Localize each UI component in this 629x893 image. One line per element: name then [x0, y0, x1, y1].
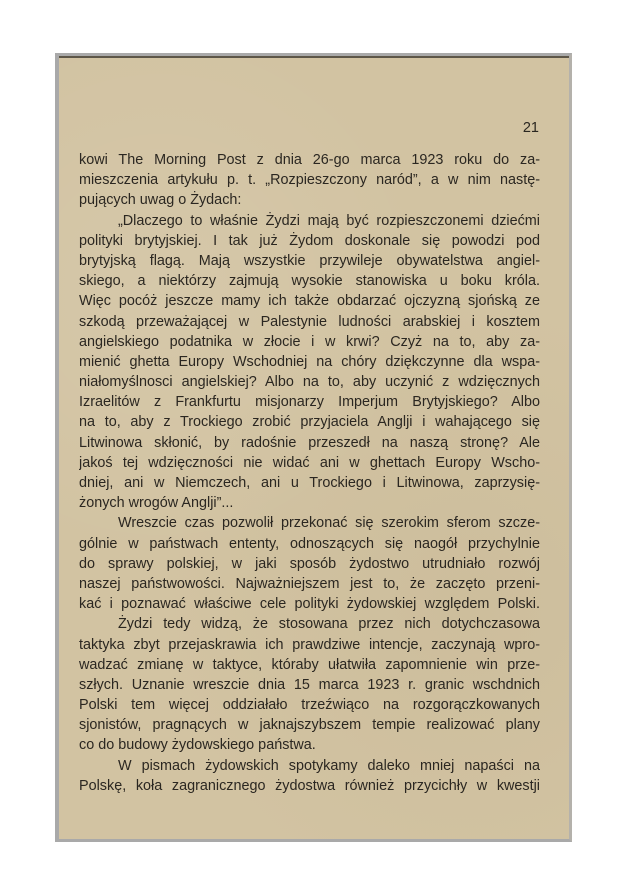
text-line: szkodą przeważającej w Palestynie ludności arabskiej i kosztem — [79, 313, 540, 330]
text-line: mieszczenia artykułu p. t. „Rozpieszczony naród”, a w nim nastę- — [79, 172, 540, 189]
text-line: dniej, ani w Niemczech, ani u Trockiego i Litwinowa, zaprzysię- — [79, 475, 540, 491]
text-line: pujących uwag o Żydach: — [79, 192, 242, 209]
body-text — [79, 150, 540, 796]
text-line: skiego, a niektórzy zajmują wysokie stanowiska u boku króla. — [79, 273, 540, 290]
text-line: na to, aby z Trockiego zrobić przyjaciela Anglji i wahającego się — [79, 414, 540, 431]
text-line: Izraelitów z Frankfurtu misjonarzy Imperjum Brytyjskiego? Albo — [79, 394, 540, 411]
paragraph-start-line: „Dlaczego to właśnie Żydzi mają być rozpieszczonemi dziećmi — [118, 212, 540, 229]
text-line: niałomyślnosci angielskiej? Albo na to, aby uczynić z wdzięcznych — [79, 374, 540, 391]
text-line: do sprawy polskiej, w jaki sposób żydostwo utrudniało rozwój — [79, 555, 540, 572]
text-line: Polskę, koła zagranicznego żydostwa również przycichły w kwestji — [79, 777, 540, 794]
paragraph-start-line: Żydzi tedy widzą, że stosowana przez nich dotychczasowa — [118, 616, 540, 633]
text-line: naszej państwowości. Najważniejszem jest to, że zaczęto przeni- — [79, 575, 540, 592]
text-line: Polski tem więcej oddziałało trzeźwiąco na rozgorączkowanych — [79, 697, 540, 714]
text-line: szłych. Uznanie wreszcie dnia 15 marca 1923 r. granic wschdnich — [79, 676, 540, 693]
text-line: sjonistów, pragnących w jaknajszybszem tempie realizować plany — [79, 717, 540, 734]
paragraph-start-line: W pismach żydowskich spotykamy daleko mniej napaści na — [118, 757, 540, 774]
text-line: angielskiego podatnika w złocie i w krwi? Czyż na to, aby za- — [79, 333, 540, 350]
page-number: 21 — [522, 120, 539, 136]
text-line: polityki brytyjskiej. I tak już Żydom doskonale się powodzi pod — [79, 232, 540, 249]
text-line: kowi The Morning Post z dnia 26-go marca 1923 roku do za- — [79, 152, 540, 168]
text-line: taktyka zbyt przejaskrawia ich prawdziwe intencje, zaczynają wpro- — [79, 636, 540, 653]
text-line: Więc pocóż jeszcze mamy ich także obdarzać ojczyzną sjońską ze — [79, 293, 540, 310]
text-line: Litwinowa skłonić, by radośnie przeszedł na naszą stronę? Ale — [79, 434, 540, 451]
text-line: co do budowy żydowskiego państwa. — [79, 737, 316, 754]
scanned-page — [55, 53, 572, 842]
text-line: żonych wrogów Anglji”... — [79, 495, 234, 512]
text-line: gólnie w państwach ententy, odnoszących się naogół przychylnie — [79, 535, 540, 552]
text-line: jakoś tej wdzięczności nie widać ani w ghettach Europy Wscho- — [79, 454, 540, 471]
paragraph-start-line: Wreszcie czas pozwolił przekonać się szerokim sferom szcze- — [118, 515, 540, 532]
text-line: wadzać zmianę w taktyce, któraby ułatwiła zapomnienie win prze- — [79, 656, 540, 673]
text-line: kać i poznawać właściwe cele polityki żydowskiej względem Polski. — [79, 596, 540, 613]
text-line: mienić ghetta Europy Wschodniej na chóry dziękczynne dla wspa- — [79, 353, 540, 370]
text-line: brytyjską flagą. Mają wszystkie przywileje obywatelstwa angiel- — [79, 252, 540, 269]
